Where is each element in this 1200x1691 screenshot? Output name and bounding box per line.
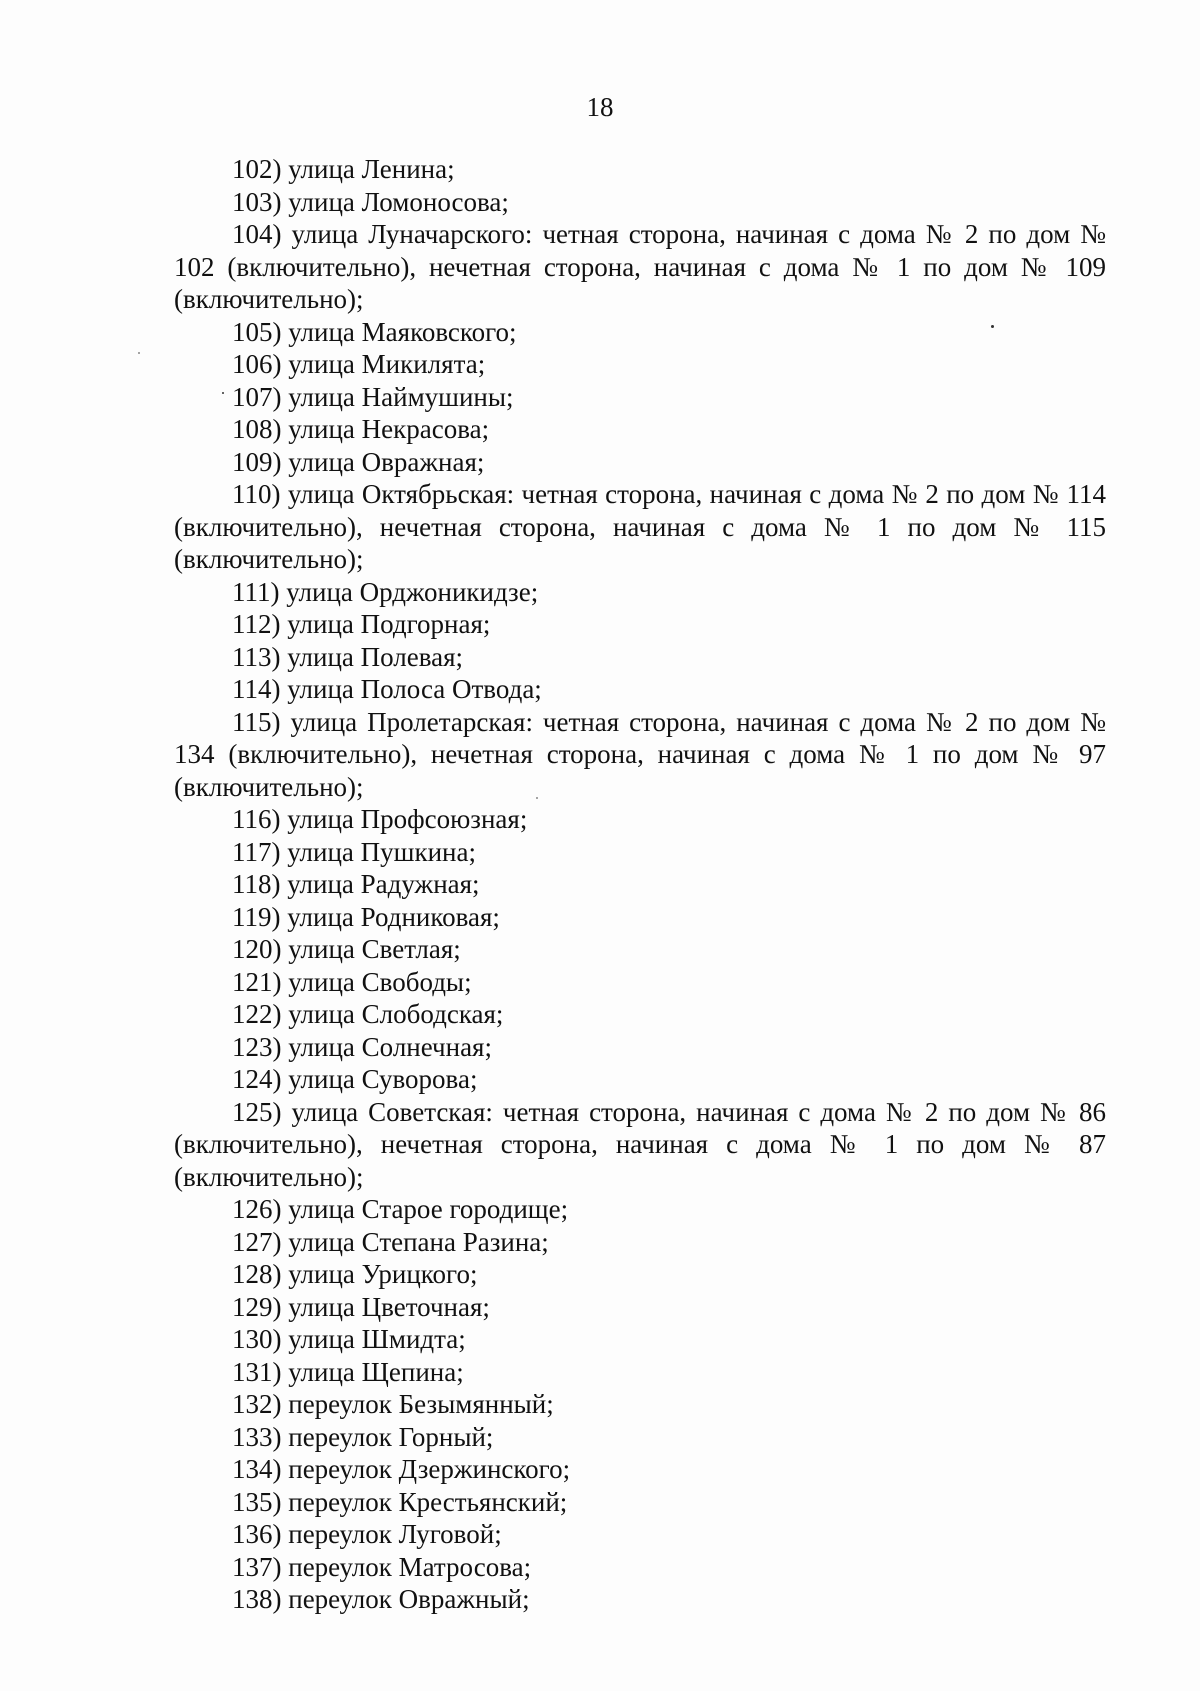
list-item: 122) улица Слободская; xyxy=(232,999,504,1029)
list-item: 111) улица Орджоникидзе; xyxy=(232,576,539,607)
list-item: 108) улица Некрасова; xyxy=(232,414,490,444)
list-item: 129) улица Цветочная; xyxy=(232,1291,490,1322)
list-item: 133) переулок Горный; xyxy=(232,1421,494,1452)
list-item: 125) улица Советская: четная сторона, начиная с дома № 2 по дом № 86 (включительно), нечетная сторона, начиная с дома № 1 по дом № 87 (включительно); xyxy=(174,1096,1106,1192)
street-list xyxy=(174,153,1106,1616)
list-item: 121) улица Свободы; xyxy=(232,966,472,997)
list-item: 107) улица Наймушины; xyxy=(232,381,514,412)
list-item: 138) переулок Овражный; xyxy=(232,1584,530,1614)
list-item: 114) улица Полоса Отвода; xyxy=(232,674,542,704)
list-item: 113) улица Полевая; xyxy=(232,641,464,672)
list-item: 104) улица Луначарского: четная сторона, начиная с дома № 2 по дом № 102 (включительно), нечетная сторона, начиная с дома № 1 по дом № 109 (включительно); xyxy=(174,219,1106,314)
list-item: 118) улица Радужная; xyxy=(232,869,480,899)
list-item: 136) переулок Луговой; xyxy=(232,1519,502,1549)
list-item: 105) улица Маяковского; xyxy=(232,316,517,347)
list-item: 109) улица Овражная; xyxy=(232,446,485,477)
list-item: 132) переулок Безымянный; xyxy=(232,1389,554,1419)
list-item: 117) улица Пушкина; xyxy=(232,836,476,867)
list-item: 106) улица Микилята; xyxy=(232,349,486,379)
list-item: 130) улица Шмидта; xyxy=(232,1324,466,1354)
list-item: 119) улица Родниковая; xyxy=(232,901,500,932)
list-item: 137) переулок Матросова; xyxy=(232,1551,532,1582)
list-item: 123) улица Солнечная; xyxy=(232,1031,492,1062)
list-item: 134) переулок Дзержинского; xyxy=(232,1454,571,1484)
list-item: 115) улица Пролетарская: четная сторона, начиная с дома № 2 по дом № 134 (включительно), нечетная сторона, начиная с дома № 1 по дом № 97 (включительно); xyxy=(174,706,1106,802)
scan-speck xyxy=(222,392,224,394)
list-item: 128) улица Урицкого; xyxy=(232,1259,478,1289)
page-number: 18 xyxy=(586,92,614,122)
list-item: 126) улица Старое городище; xyxy=(232,1194,569,1224)
scan-speck xyxy=(138,352,140,354)
list-item: 110) улица Октябрьская: четная сторона, начиная с дома № 2 по дом № 114 (включительно), нечетная сторона, начиная с дома № 1 по дом № 115 (включительно); xyxy=(174,479,1106,574)
list-item: 131) улица Щепина; xyxy=(232,1356,464,1387)
list-item: 112) улица Подгорная; xyxy=(232,609,491,639)
list-item: 116) улица Профсоюзная; xyxy=(232,804,528,834)
list-item: 103) улица Ломоносова; xyxy=(232,186,509,217)
list-item: 127) улица Степана Разина; xyxy=(232,1226,549,1257)
list-item: 102) улица Ленина; xyxy=(232,154,455,184)
scan-speck xyxy=(991,325,994,328)
scan-speck xyxy=(536,797,538,799)
list-item: 120) улица Светлая; xyxy=(232,934,461,964)
list-item: 135) переулок Крестьянский; xyxy=(232,1486,568,1517)
list-item: 124) улица Суворова; xyxy=(232,1064,478,1094)
